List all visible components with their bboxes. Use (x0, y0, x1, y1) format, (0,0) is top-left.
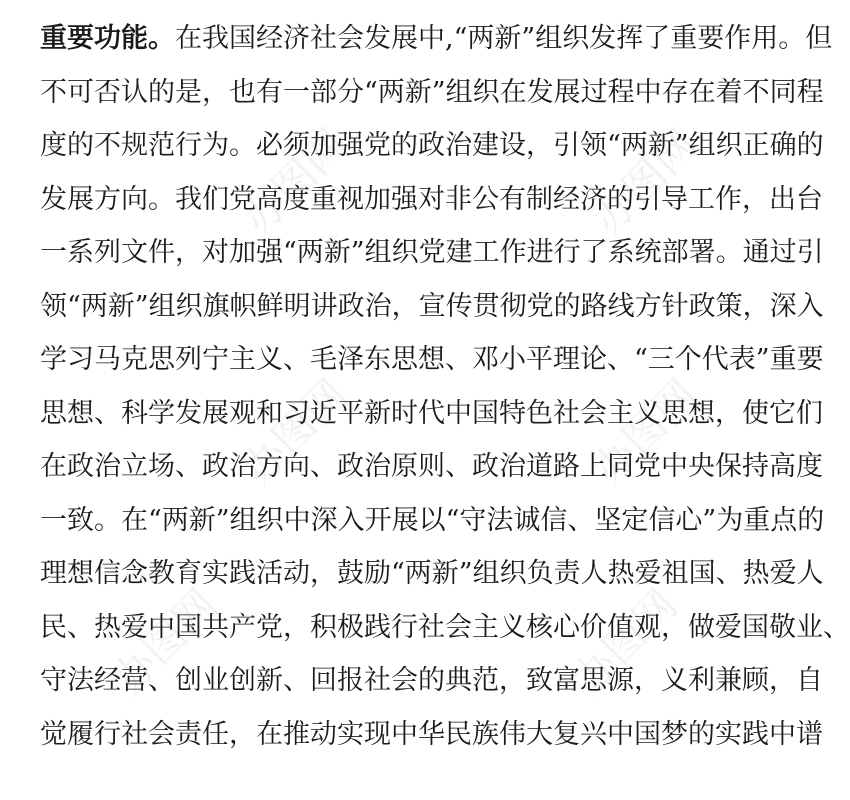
body-text (40, 12, 850, 761)
text-line (40, 12, 833, 66)
text-line: 学习马克思列宁主义、毛泽东思想、邓小平理论、“三个代表”重要 (40, 344, 824, 375)
watermark: 办图网 (232, 369, 357, 494)
watermark: 办图网 (102, 579, 227, 704)
watermark: 办图网 (562, 579, 687, 704)
text-line: 理想信念教育实践活动，鼓励“两新”组织负责人热爱祖国、热爱人 (40, 558, 824, 589)
text-line: 领“两新”组织旗帜鲜明讲政治，宣传贯彻党的路线方针政策，深入 (40, 290, 824, 322)
text-line: 在政治立场、政治方向、政治原则、政治道路上同党中央保持高度 (40, 451, 823, 482)
text-line: 发展方向。我们党高度重视加强对非公有制经济的引导工作，出台 (40, 183, 823, 215)
watermark: 办图网 (582, 369, 707, 494)
text-line: 民、热爱中国共产党，积极践行社会主义核心价值观，做爱国敬业、 (40, 611, 850, 643)
text-line: 守法经营、创业创新、回报社会的典范，致富思源，义利兼顾，自 (40, 665, 823, 696)
text-line: 一系列文件，对加强“两新”组织党建工作进行了系统部署。通过引 (40, 237, 824, 268)
text-line: 思想、科学发展观和习近平新时代中国特色社会主义思想，使它们 (40, 397, 823, 429)
text-line: 不可否认的是，也有一部分“两新”组织在发展过程中存在着不同程 (40, 76, 824, 108)
text-line: 度的不规范行为。必须加强党的政治建设，引领“两新”组织正确的 (40, 130, 824, 161)
bold-heading: 重要功能。 (40, 23, 175, 54)
text-line: 觉履行社会责任，在推动实现中华民族伟大复兴中国梦的实践中谱 (40, 718, 823, 750)
watermark: 办图网 (232, 119, 357, 244)
watermark: 办图网 (582, 119, 707, 244)
line-text: 在我国经济社会发展中,“两新”组织发挥了重要作用。但 (175, 23, 833, 54)
text-line: 一致。在“两新”组织中深入开展以“守法诚信、坚定信心”为重点的 (40, 504, 825, 536)
